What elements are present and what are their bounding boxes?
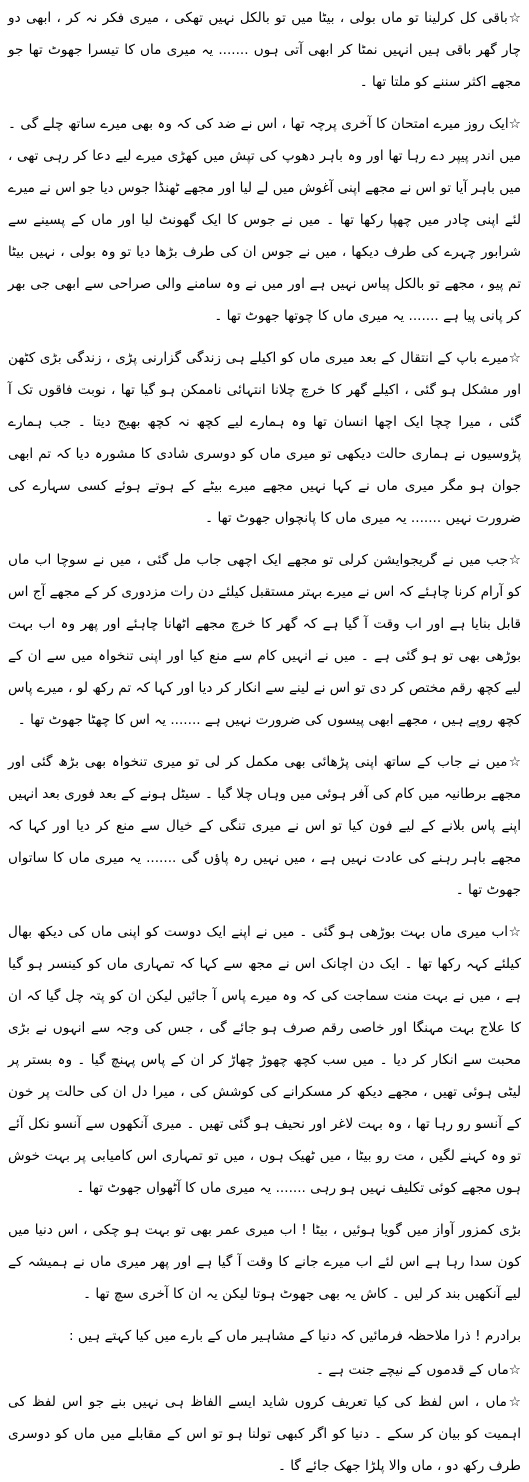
- paragraph-mother-lie-6: ☆جب میں نے گریجوایشن کرلی تو مجھے ایک اچھی جاب مل گئی ، میں نے سوچا اب ماں کو آرام کرنا چاہئے کہ اس نے میرے بہتر مستقبل کیلئے دن رات مزدوری کر کے مجھے آج اس قابل بنایا ہے اور اب وقت آ گیا ہے کہ گھر کا خرچ مجھے اٹھانا چاہئے اور پھر وہ اب بہت بوڑھی بھی تو ہو گئی ہے ۔ میں نے انہیں کام سے منع کیا اور اپنی تنخواہ میں سے ان کے لیے کچھ رقم مختص کر دی تو اس نے لینے سے انکار کر دیا اور کہا کہ تم رکھ لو ، میرے پاس کچھ روپے ہیں ، مجھے ابھی پیسوں کی ضرورت نہیں ہے ....... یہ اس کا چھٹا جھوٹ تھا ۔: [8, 552, 521, 728]
- paragraph-mother-lie-8: ☆اب میری ماں بہت بوڑھی ہو گئی ۔ میں نے اپنے ایک دوست کو اپنی ماں کی دیکھ بھال کیلئے کہہ رکھا تھا ۔ ایک دن اچانک اس نے مجھ سے کہا کہ تمہاری ماں کو کینسر ہو گیا ہے ، میں نے بہت منت سماجت کی کہ وہ میرے پاس آ جائیں لیکن ان کو پتہ چل گیا کہ ان کا علاج بہت مہنگا اور خاصی رقم صرف ہو جائے گی ، جس کی وجہ سے انہوں نے بڑی محبت سے انکار کر دیا ۔ میں سب کچھ چھوڑ چھاڑ کر ان کے پاس پہنچ گیا ۔ وہ بستر پر لیٹی ہوئی تھیں ، مجھے دیکھ کر مسکرانے کی کوشش کی ، میرا دل ان کی حالت پر خون کے آنسو رو رہا تھا ، وہ بہت لاغر اور نحیف ہو گئی تھیں ۔ میری آنکھوں سے آنسو نکل آئے تو وہ کہنے لگیں ، مت رو بیٹا ، میں ٹھیک ہوں ، میں تو تمہاری اس کامیابی پر بہت خوش ہوں مجھے کوئی تکلیف نہیں ہو رہی ....... یہ میری ماں کا آٹھواں جھوٹ تھا ۔: [8, 924, 521, 1196]
- article-body: [8, 2, 521, 1310]
- paragraph-mother-lie-4: ☆ایک روز میرے امتحان کا آخری پرچہ تھا ، اس نے ضد کی کہ وہ بھی میرے ساتھ چلے گی ۔ میں اندر پیپر دے رہا تھا اور وہ باہر دھوپ کی تپش میں کھڑی میرے لیے دعا کر رہی تھی ، میں باہر آیا تو اس نے مجھے اپنی آغوش میں لے لیا اور مجھے ٹھنڈا جوس دیا جو اس نے میرے لئے اپنی چادر میں چھپا رکھا تھا ۔ میں نے جوس کا ایک گھونٹ لیا اور ماں کے پسینے سے شرابور چہرے کی طرف دیکھا ، میں نے جوس ان کی طرف بڑھا دیا تو وہ بولی ، نہیں بیٹا تم پیو ، مجھے تو بالکل پیاس نہیں ہے اور میں نے وہ سامنے والی صراحی سے ابھی جی بھر کر پانی پیا ہے ....... یہ میری ماں کا چوتھا جھوٹ تھا ۔: [8, 116, 521, 324]
- paragraph-last-truth: بڑی کمزور آواز میں گویا ہوئیں ، بیٹا ! اب میری عمر بھی تو بہت ہو چکی ، اس دنیا میں کون سدا رہا ہے اس لئے اب میرے جانے کا وقت آ گیا ہے اور پھر میری ماں نے ہمیشہ کے لیے آنکھیں بند کر لیں ۔ کاش یہ بھی جھوٹ ہوتا لیکن یہ ان کا آخری سچ تھا ۔: [8, 1222, 521, 1302]
- quote-item: ☆ماں ، اس لفظ کی کیا تعریف کروں شاید ایسے الفاظ ہی نہیں بنے جو اس لفظ کی اہمیت کو بیان کر سکے ۔ دنیا کو اگر کبھی تولنا ہو تو اس کے مقابلے میں ماں کو دوسری طرف رکھ دو ، ماں والا پلڑا جھک جائے گا ۔: [8, 1394, 521, 1474]
- paragraph-mother-lie-5: ☆میرے باپ کے انتقال کے بعد میری ماں کو اکیلے ہی زندگی گزارنی پڑی ، زندگی بڑی کٹھن اور مشکل ہو گئی ، اکیلے گھر کا خرچ چلانا انتہائی ناممکن ہو گیا تھا ، نوبت فاقوں تک آ گئی ، میرا چچا ایک اچھا انسان تھا وہ ہمارے لیے کچھ نہ کچھ بھیج دیتا ۔ جب ہمارے پڑوسیوں نے ہماری حالت دیکھی تو میری ماں کو دوسری شادی کا مشورہ دیا کہ تم ابھی جوان ہو مگر میری ماں نے کہا نہیں مجھے میرے بیٹے کے ہوتے ہوئے کسی سہارے کی ضرورت نہیں ....... یہ میری ماں کا پانچواں جھوٹ تھا ۔: [8, 350, 521, 526]
- paragraph-mother-lie-3: ☆باقی کل کرلینا تو ماں بولی ، بیٹا میں تو بالکل نہیں تھکی ، میری فکر نہ کر ، ابھی دو چار گھر باقی ہیں انہیں نمٹا کر ابھی آتی ہوں ....... یہ میری ماں کا تیسرا جھوٹ تھا جو مجھے اکثر سننے کو ملتا تھا ۔: [8, 10, 521, 90]
- quotes-intro: برادرم ! ذرا ملاحظہ فرمائیں کہ دنیا کے مشاہیر ماں کے بارے میں کیا کہتے ہیں :: [69, 1328, 521, 1344]
- paragraph-mother-lie-7: ☆میں نے جاب کے ساتھ اپنی پڑھائی بھی مکمل کر لی تو میری تنخواہ بھی بڑھ گئی اور مجھے برطانیہ میں کام کی آفر ہوئی میں وہاں چلا گیا ۔ سیٹل ہونے کے بعد فوری بعد انہیں اپنے پاس بلانے کے لیے فون کیا تو اس نے میری تنگی کے خیال سے منع کر دیا اور کہا کہ مجھے باہر رہنے کی عادت نہیں ہے ، میں نہیں رہ پاؤں گی ....... یہ میری ماں کا ساتواں جھوٹ تھا ۔: [8, 754, 521, 898]
- quote-item: ☆ماں کے قدموں کے نیچے جنت ہے ۔: [315, 1362, 521, 1378]
